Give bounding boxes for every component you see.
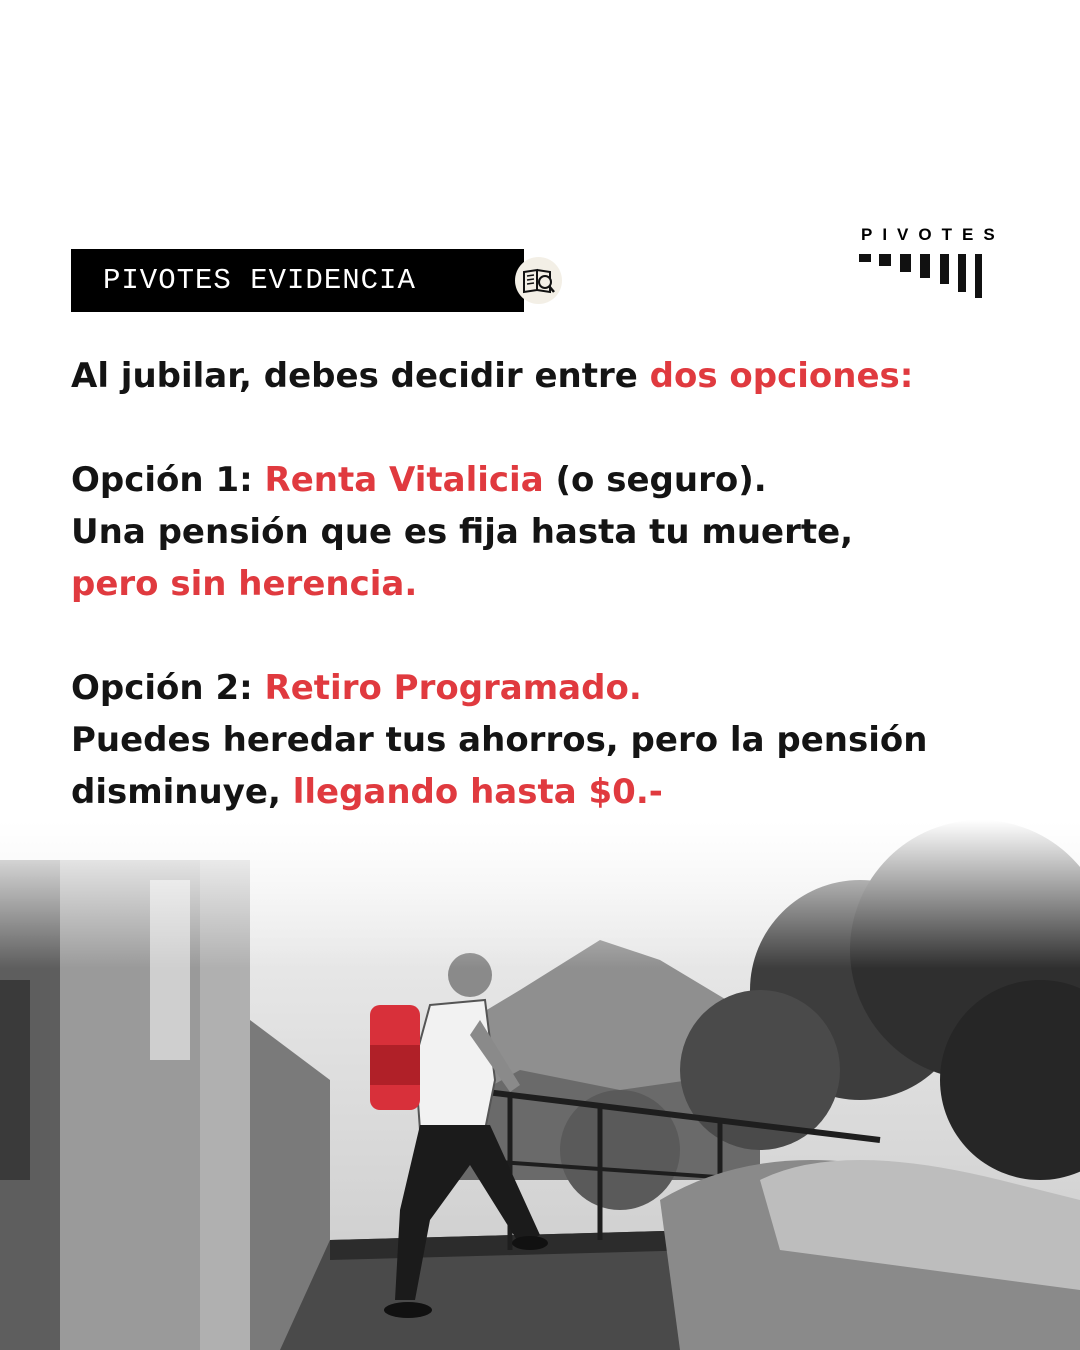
option1-line2: Una pensión que es fija hasta tu muerte, (71, 512, 854, 552)
intro-line: Al jubilar, debes decidir entre dos opciones: (71, 356, 914, 396)
logo-text: PIVOTES (861, 225, 1005, 244)
book-magnifier-icon (515, 257, 562, 304)
option2-line1: Opción 2: Retiro Programado. (71, 668, 642, 708)
section-tag (71, 249, 524, 312)
option2-line3: disminuye, llegando hasta $0.- (71, 772, 663, 812)
main-text (71, 350, 1031, 818)
option1-line3: pero sin herencia. (71, 564, 418, 604)
hiker-photo (0, 820, 1080, 1350)
option2-line2: Puedes heredar tus ahorros, pero la pensión (71, 720, 928, 760)
logo-bars-icon (858, 252, 998, 300)
pivotes-logo (858, 225, 1005, 300)
section-tag-label: PIVOTES EVIDENCIA (103, 264, 416, 297)
option1-line1: Opción 1: Renta Vitalicia (o seguro). (71, 460, 767, 500)
